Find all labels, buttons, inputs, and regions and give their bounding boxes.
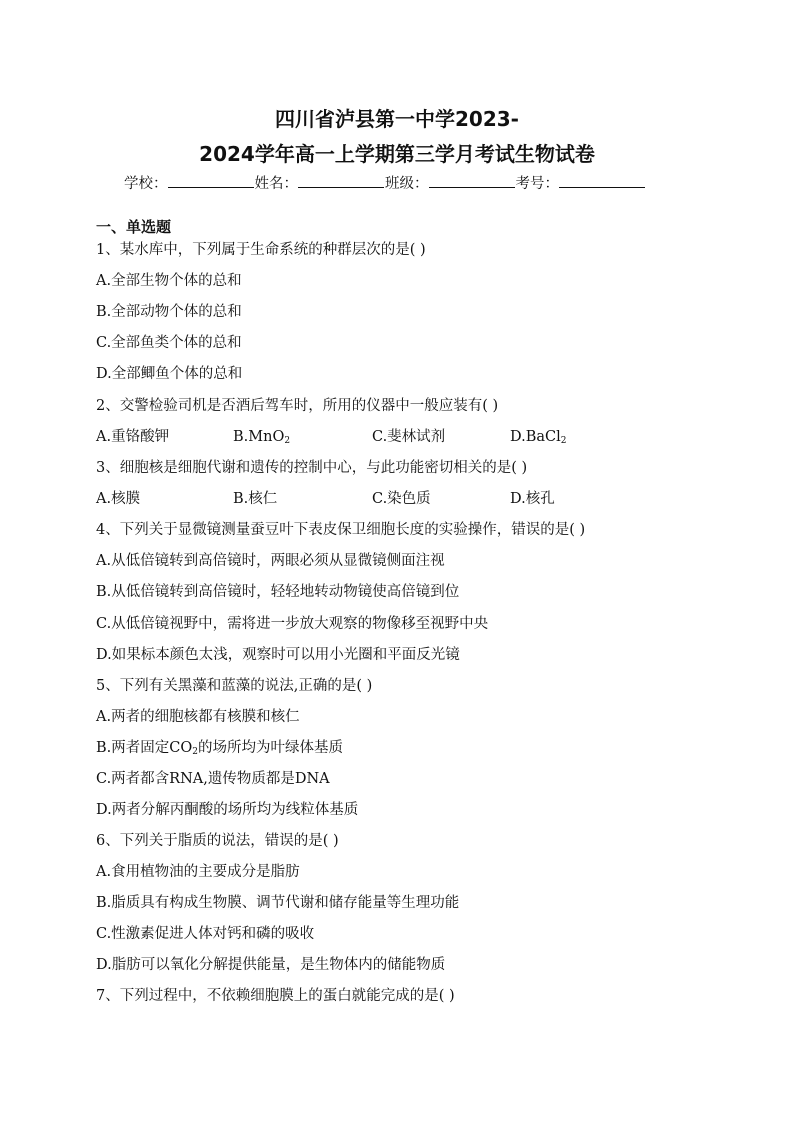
q5-option-d: D.两者分解丙酮酸的场所均为线粒体基质 [96, 802, 359, 818]
school-field [124, 172, 255, 193]
q4-option-c: C.从低倍镜视野中，需将进一步放大观察的物像移至视野中央 [96, 616, 489, 632]
q2-option-d-sub: 2 [560, 436, 567, 446]
section-title: 一、单选题 [96, 218, 172, 236]
q5-option-b-text: B.两者固定CO [96, 740, 193, 756]
exam-no-blank [559, 173, 645, 188]
q4-option-a: A.从低倍镜转到高倍镜时，两眼必须从显微镜侧面注视 [96, 553, 445, 569]
q6-stem: 6、下列关于脂质的说法，错误的是( ) [96, 833, 339, 849]
q1-option-b: B.全部动物个体的总和 [96, 304, 242, 320]
q2-option-b-text: B.MnO [233, 429, 285, 445]
q3-option-c: C.染色质 [372, 491, 431, 507]
q6-option-a: A.食用植物油的主要成分是脂肪 [96, 864, 300, 880]
q6-option-d: D.脂肪可以氧化分解提供能量，是生物体内的储能物质 [96, 957, 446, 973]
q1-option-c: C.全部鱼类个体的总和 [96, 335, 242, 351]
q2-option-b [233, 428, 290, 450]
exam-title-line2: 2024学年高一上学期第三学月考试生物试卷 [199, 142, 595, 166]
q4-option-b: B.从低倍镜转到高倍镜时，轻轻地转动物镜使高倍镜到位 [96, 584, 460, 600]
q6-option-c: C.性激素促进人体对钙和磷的吸收 [96, 926, 315, 942]
name-blank [298, 173, 384, 188]
class-field [385, 172, 516, 193]
q2-option-a: A.重铬酸钾 [96, 429, 170, 445]
q5-stem: 5、下列有关黑藻和蓝藻的说法,正确的是( ) [96, 678, 373, 694]
exam-title-line1: 四川省泸县第一中学2023- [275, 107, 519, 131]
q3-stem: 3、细胞核是细胞代谢和遗传的控制中心，与此功能密切相关的是( ) [96, 460, 528, 476]
q7-stem: 7、下列过程中，不依赖细胞膜上的蛋白就能完成的是( ) [96, 988, 455, 1004]
q3-option-a: A.核膜 [96, 491, 141, 507]
q6-option-b: B.脂质具有构成生物膜、调节代谢和储存能量等生理功能 [96, 895, 460, 911]
q5-option-a: A.两者的细胞核都有核膜和核仁 [96, 709, 300, 725]
class-label: 班级： [385, 176, 429, 192]
q5-option-c: C.两者都含RNA,遗传物质都是DNA [96, 771, 330, 787]
q5-option-b-text-end: 的场所均为叶绿体基质 [197, 740, 343, 756]
q3-option-d: D.核孔 [510, 491, 555, 507]
q4-stem: 4、下列关于显微镜测量蚕豆叶下表皮保卫细胞长度的实验操作，错误的是( ) [96, 522, 586, 538]
student-info-row [124, 172, 646, 193]
q1-option-a: A.全部生物个体的总和 [96, 273, 242, 289]
q1-stem: 1、某水库中，下列属于生命系统的种群层次的是( ) [96, 242, 426, 258]
q4-option-d: D.如果标本颜色太浅，观察时可以用小光圈和平面反光镜 [96, 647, 460, 663]
q2-option-d-text: D.BaCl [510, 429, 561, 445]
name-label: 姓名： [254, 176, 298, 192]
name-field [255, 172, 386, 193]
school-label: 学校： [124, 176, 168, 192]
q2-stem: 2、交警检验司机是否酒后驾车时，所用的仪器中一般应装有( ) [96, 398, 499, 414]
exam-no-field [516, 172, 647, 193]
q2-option-b-sub: 2 [284, 436, 291, 446]
q5-option-b-sub: 2 [192, 747, 198, 757]
exam-no-label: 考号： [515, 176, 559, 192]
q2-option-c: C.斐林试剂 [372, 429, 446, 445]
q3-option-b: B.核仁 [233, 491, 278, 507]
q5-option-b [96, 739, 343, 761]
class-blank [429, 173, 515, 188]
q2-option-d [510, 428, 566, 450]
school-blank [168, 173, 254, 188]
q1-option-d: D.全部鲫鱼个体的总和 [96, 366, 243, 382]
